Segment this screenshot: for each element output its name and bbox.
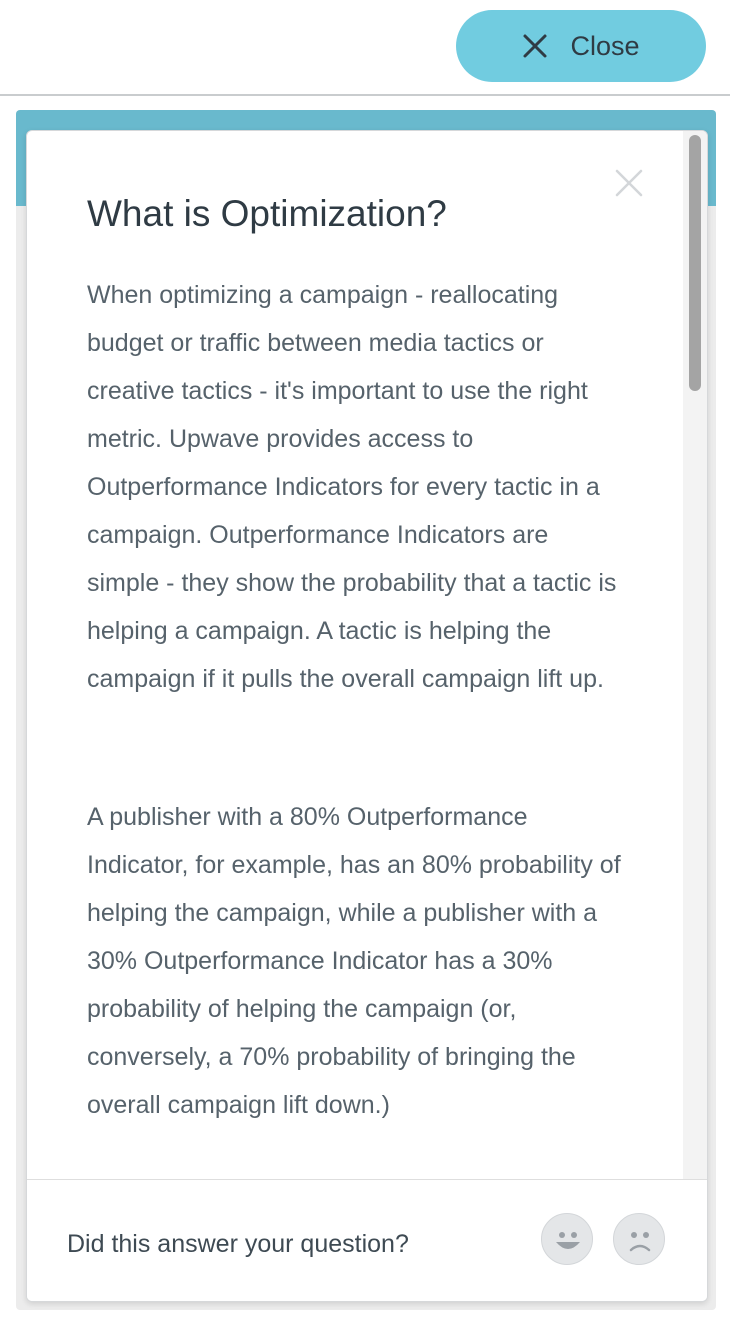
article-paragraph-1: When optimizing a campaign - reallocating budget or traffic between media tactics or creative tactics - it's important to use the right metric. Upwave provides access to Outperformance Indicators for every tactic in a campaign. Outperformance Indicators are simple - they show the probability that a tactic is helping a campaign. A tactic is helping the campaign if it pulls the overall campaign lift up. [87, 281, 617, 693]
close-button-label: Close [570, 30, 640, 61]
feedback-question: Did this answer your question? [67, 1230, 409, 1258]
close-icon [522, 33, 548, 59]
feedback-footer [27, 1179, 707, 1302]
article-paragraph-2: A publisher with a 80% Outperformance Indicator, for example, has an 80% probability of helping the campaign, while a publisher with a 30% Outperformance Indicator has a 30% probability of helping the campaign (or, conversely, a 70% probability of bringing the overall campaign lift down.) [87, 803, 621, 1119]
dismiss-icon[interactable] [615, 169, 643, 197]
article-content [27, 131, 683, 1179]
scrollbar[interactable] [683, 131, 707, 1179]
article-title: What is Optimization? [87, 193, 447, 234]
top-bar [0, 0, 730, 96]
smiley-face-icon[interactable] [541, 1213, 593, 1265]
scrollbar-thumb[interactable] [689, 135, 701, 391]
sad-face-icon[interactable] [613, 1213, 665, 1265]
article-modal [26, 130, 708, 1302]
close-button[interactable] [456, 10, 706, 82]
